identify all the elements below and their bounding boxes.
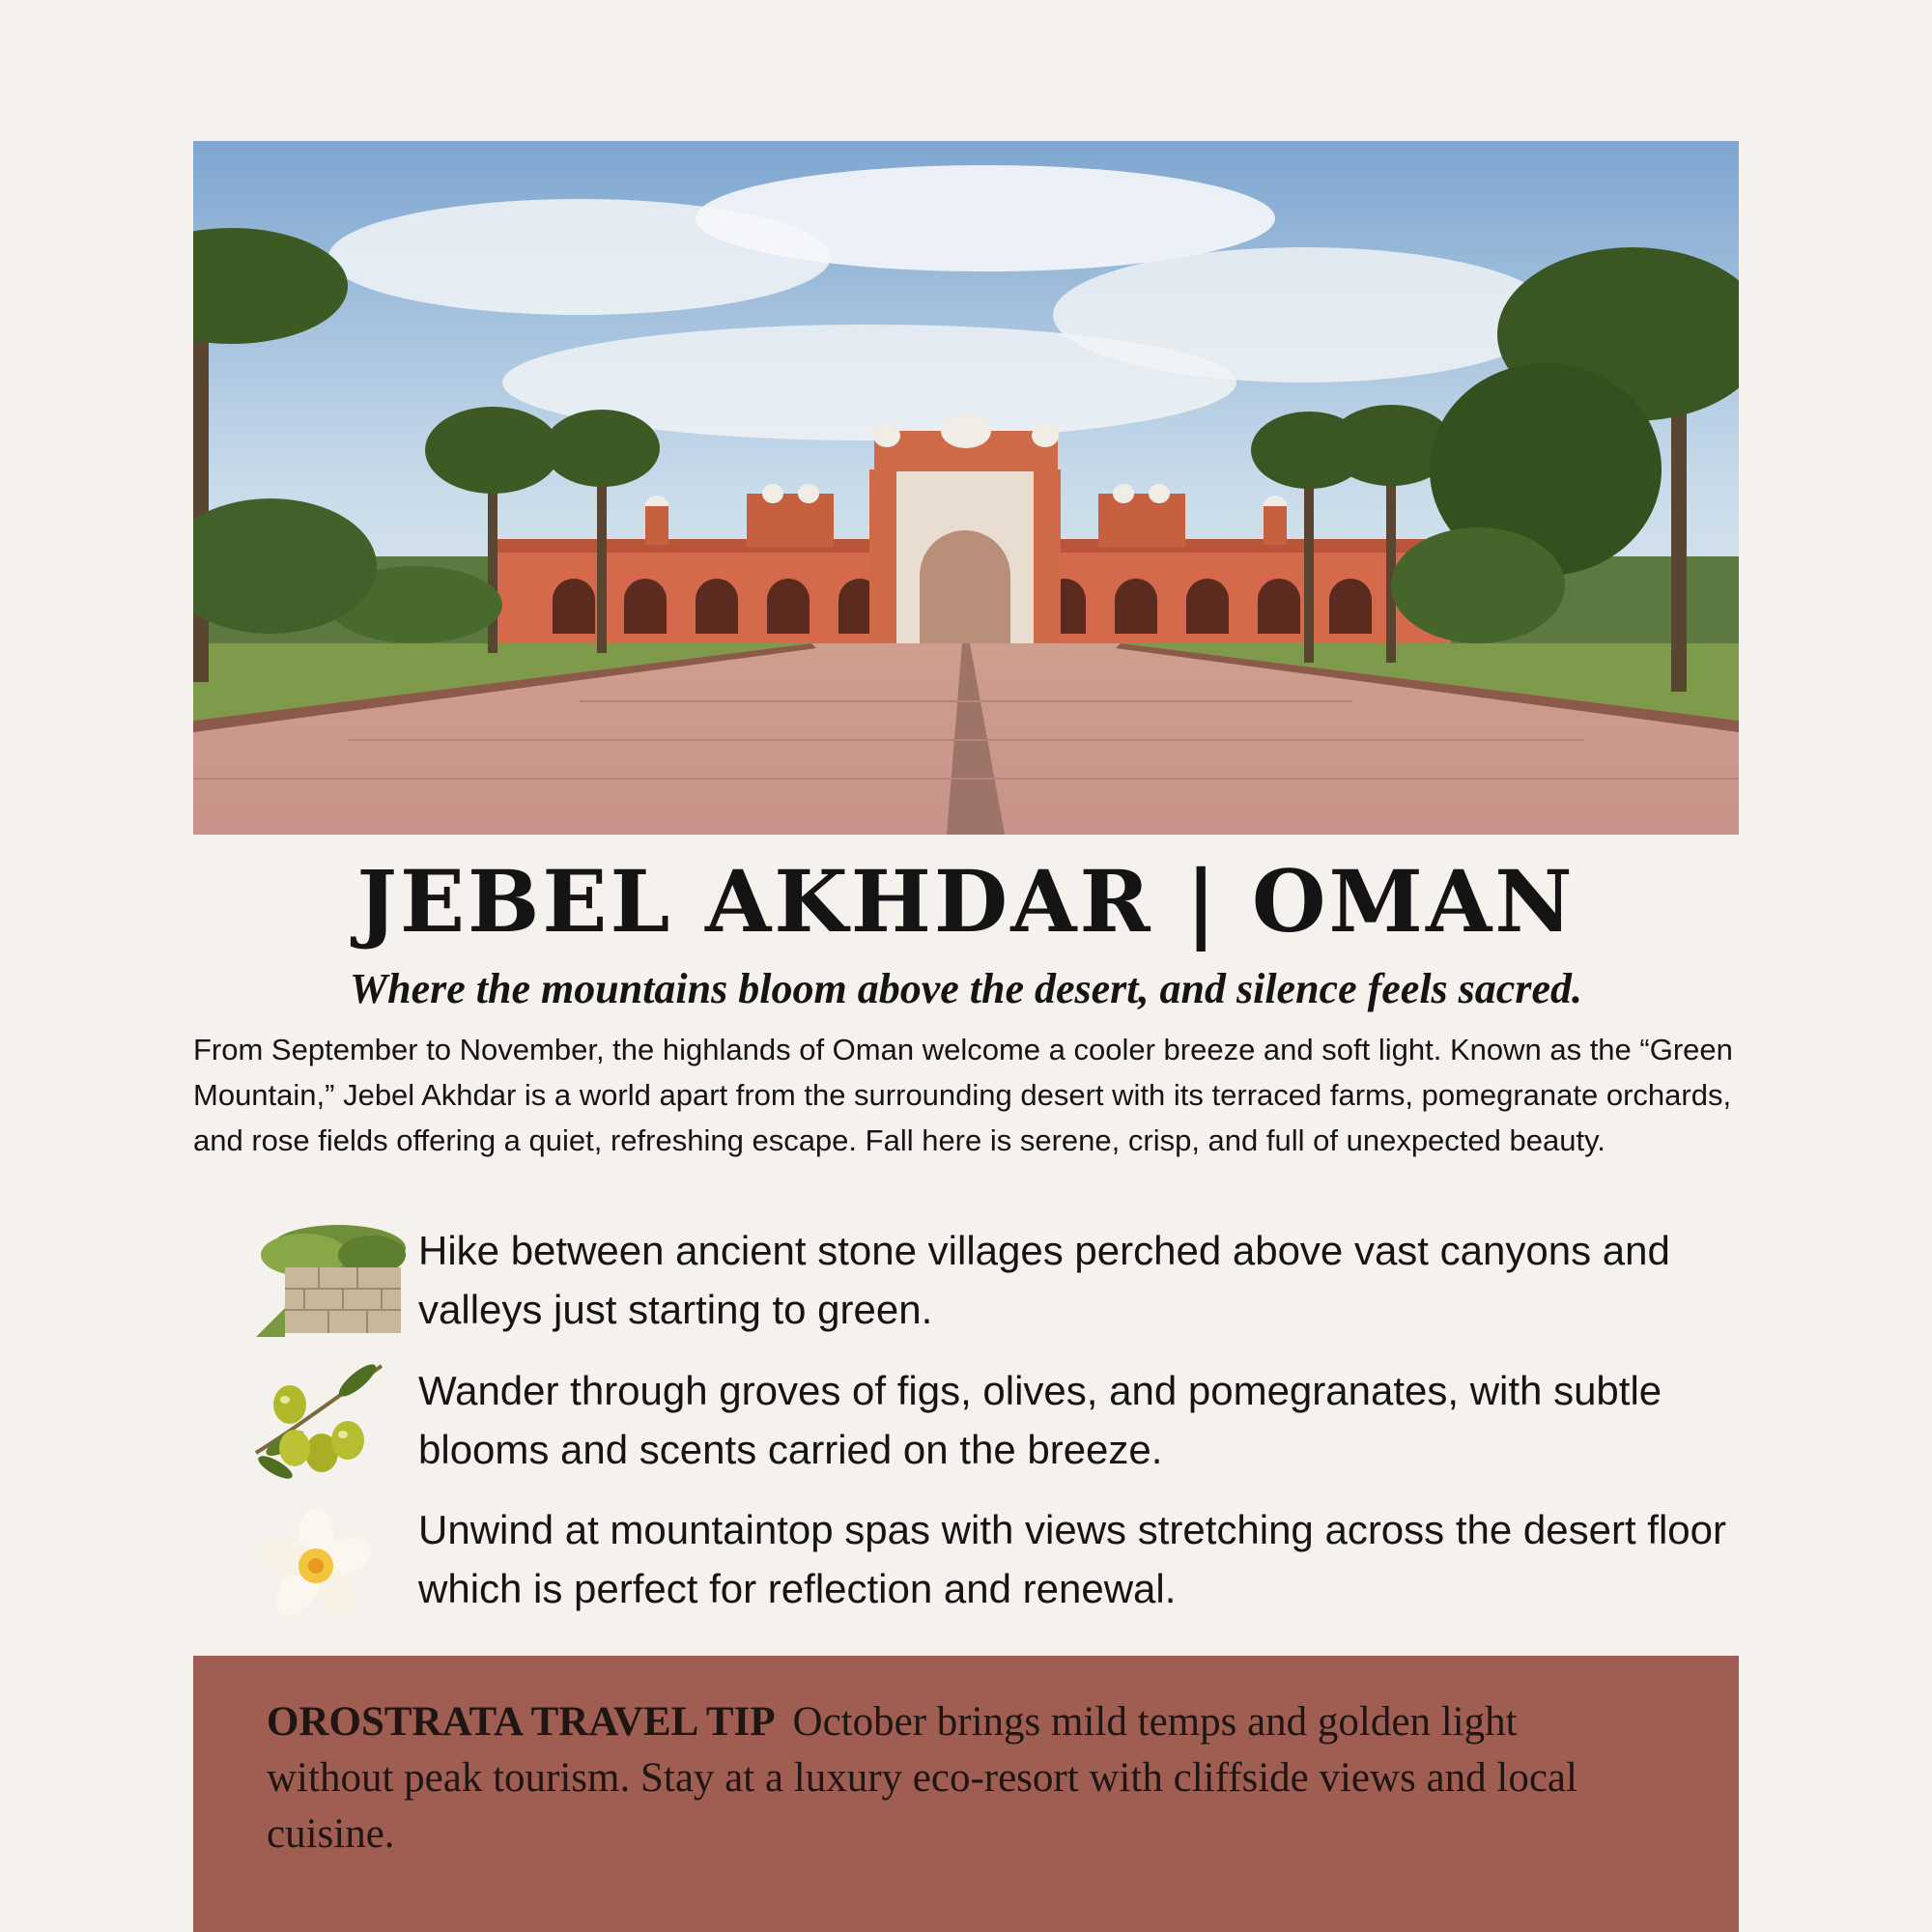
travel-tip-box xyxy=(193,1656,1739,1932)
highlight-text: Unwind at mountaintop spas with views stretching across the desert floor which is perfect for reflection and renewal. xyxy=(418,1507,1726,1611)
olive-branch-icon xyxy=(246,1361,406,1482)
page-title: JEBEL AKHDAR | OMAN xyxy=(356,851,1576,952)
travel-tip-text: October brings mild temps and golden light without peak tourism. Stay at a luxury eco-resort with cliffside views and local cuisine. xyxy=(267,1699,1577,1857)
highlight-text: Hike between ancient stone villages perched above vast canyons and valleys just starting to green. xyxy=(418,1228,1670,1332)
highlight-item xyxy=(246,1221,1753,1347)
intro-paragraph: From September to November, the highlands of Oman welcome a cooler breeze and soft light. Known as the “Green Mountain,” Jebel Akhdar is a world apart from the surrounding desert with its terraced farms, pomegranate orchards, and rose fields offering a quiet, refreshing escape. Fall here is serene, crisp, and full of unexpected beauty. xyxy=(193,1033,1733,1157)
travel-tip-text-block xyxy=(267,1694,1638,1862)
frangipani-flower-icon xyxy=(246,1500,406,1621)
travel-tip-label: OROSTRATA TRAVEL TIP xyxy=(267,1699,776,1745)
hero-photo xyxy=(193,141,1739,835)
highlight-item xyxy=(246,1361,1753,1487)
highlight-item xyxy=(246,1500,1753,1626)
monument-photo-icon xyxy=(193,141,1739,835)
highlight-text: Wander through groves of figs, olives, and pomegranates, with subtle blooms and scents carried on the breeze. xyxy=(418,1368,1662,1472)
tagline: Where the mountains bloom above the desert, and silence feels sacred. xyxy=(350,965,1582,1012)
stone-wall-moss-icon xyxy=(246,1221,406,1342)
